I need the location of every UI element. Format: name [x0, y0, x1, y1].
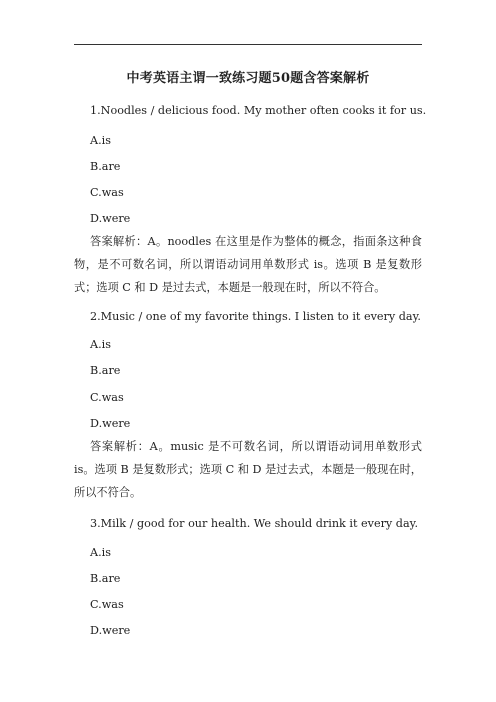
- header-rule: [74, 44, 422, 45]
- question-2-option-b: B.are: [90, 364, 121, 377]
- question-2-explanation: 答案解析：A。music 是不可数名词，所以谓语动词用单数形式 is。选项 B 是复数形式；选项 C 和 D 是过去式，本题是一般现在时，所以不符合。: [74, 440, 422, 499]
- question-3-option-a: A.is: [90, 546, 111, 559]
- question-3-stem: 3.Milk / good for our health. We should drink it every day.: [90, 517, 419, 530]
- question-2-option-a: A.is: [90, 338, 111, 351]
- question-1-stem: 1.Noodles / delicious food. My mother often cooks it for us.: [90, 104, 427, 117]
- question-2-stem: 2.Music / one of my favorite things. I listen to it every day.: [90, 310, 421, 323]
- question-3-option-b: B.are: [90, 572, 121, 585]
- question-1-option-b: B.are: [90, 160, 121, 173]
- question-1-option-c: C.was: [90, 186, 124, 199]
- question-2-option-d: D.were: [90, 417, 131, 430]
- question-3-option-d: D.were: [90, 624, 131, 637]
- question-1-explanation: 答案解析：A。noodles 在这里是作为整体的概念，指面条这种食物，是不可数名词，所以谓语动词用单数形式 is。选项 B 是复数形式；选项 C 和 D 是过去式，本题是一般现在时，所以不符合。: [74, 235, 422, 294]
- question-1-option-a: A.is: [90, 134, 111, 147]
- question-3-option-c: C.was: [90, 598, 124, 611]
- question-1-option-d: D.were: [90, 212, 131, 225]
- question-2-option-c: C.was: [90, 391, 124, 404]
- document-title: 中考英语主谓一致练习题50题含答案解析: [126, 71, 370, 86]
